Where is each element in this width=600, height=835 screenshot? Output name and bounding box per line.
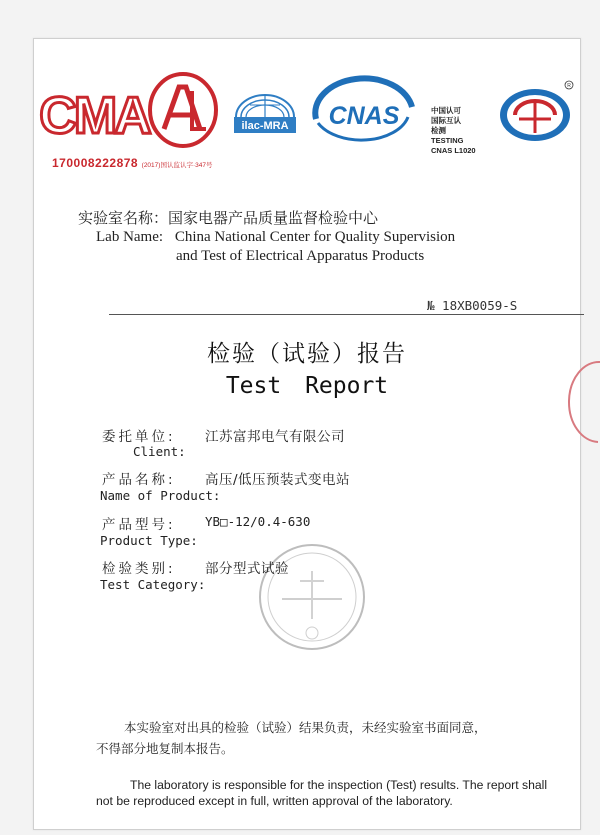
cma-logo: [39, 77, 149, 147]
product-type-label-cn: 产品型号:: [102, 517, 176, 533]
product-name-value: 高压/低压预装式变电站: [205, 472, 351, 488]
lab-name-chinese: [78, 207, 378, 228]
lab-name-line1: China National Center for Quality Supervision: [174, 229, 456, 245]
test-category-label-en: Test Category:: [100, 577, 206, 592]
notice-en-line1: The laboratory is responsible for the inspection (Test) results. The report shall: [130, 778, 548, 792]
divider: [109, 314, 584, 315]
lab-name-value-cn: 国家电器产品质量监督检验中心: [168, 209, 379, 227]
accreditation-logos: [39, 69, 572, 179]
svg-text:R: R: [567, 83, 571, 89]
ilac-mra-logo: [230, 85, 300, 145]
lab-name-label-cn: 实验室名称：: [78, 209, 169, 227]
svg-text:CMA: CMA: [39, 87, 149, 145]
report-title-english: Test Report: [225, 373, 389, 399]
svg-text:CNAS: CNAS: [328, 102, 400, 130]
svg-text:ilac-MRA: ilac-MRA: [241, 120, 289, 132]
product-type-label-en: Product Type:: [100, 533, 198, 548]
lab-name-label-en: Lab Name:: [96, 229, 164, 245]
client-label-en: Client:: [133, 444, 186, 459]
client-value: 江苏富邦电气有限公司: [205, 429, 345, 445]
notice-en-line2: not be reproduced except in full, written approval of the laboratory.: [96, 793, 453, 808]
notice-cn-line1: 本实验室对出具的检验（试验）结果负责，未经实验室书面同意，: [124, 720, 487, 735]
client-label-cn: 委托单位:: [102, 429, 176, 445]
cqc-logo: [497, 79, 575, 145]
lab-name-english: [96, 228, 455, 266]
cnas-accreditation-text: 中国认可 国际互认 检测 TESTING CNAS L1020: [431, 106, 476, 155]
product-name-label-en: Name of Product:: [100, 488, 221, 503]
report-number: № 18XB0059-S: [427, 298, 518, 313]
stamp-edge-fragment: [584, 362, 600, 442]
lab-name-line2: and Test of Electrical Apparatus Products: [176, 248, 425, 264]
notice-cn-line2: 不得部分地复制本报告。: [96, 741, 234, 756]
product-name-label-cn: 产品名称:: [102, 472, 176, 488]
notice-english: [96, 778, 596, 809]
cal-logo: [146, 71, 220, 149]
cma-number: 170008222878 (2017)国认监认字·347号: [52, 156, 213, 170]
report-cover-page: [33, 38, 581, 830]
test-category-label-cn: 检验类别:: [102, 561, 176, 577]
product-type-value: YB□-12/0.4-630: [205, 514, 311, 529]
cnas-logo: [308, 77, 420, 149]
report-title-chinese: 检验（试验）报告: [207, 341, 407, 367]
notice-chinese: [96, 717, 596, 759]
test-category-value: 部分型式试验: [205, 561, 289, 577]
